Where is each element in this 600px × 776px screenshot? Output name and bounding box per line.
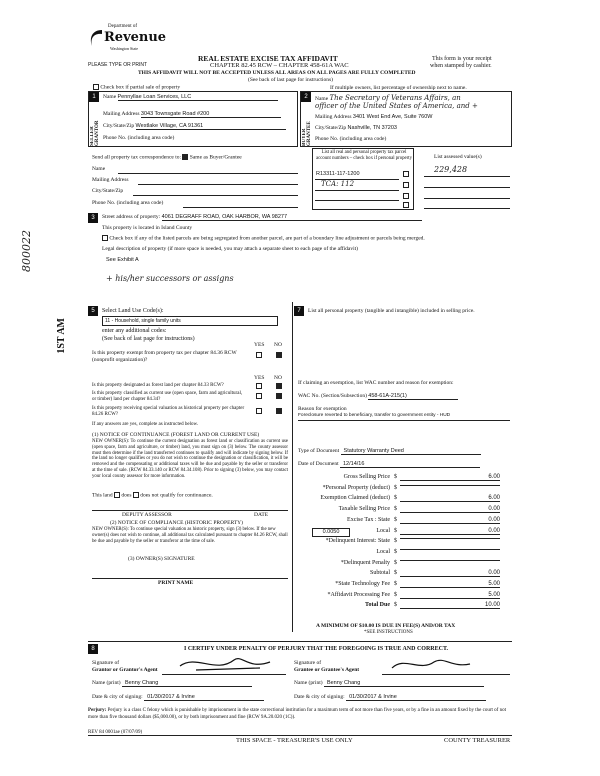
does-label: does bbox=[121, 492, 132, 499]
current-use-no-checkbox[interactable] bbox=[276, 393, 282, 399]
personal-property-text: List all personal property (tangible and intangible) included in selling price. bbox=[308, 308, 475, 314]
seller-phone-label: Phone No. (including area code) bbox=[103, 135, 175, 141]
parcel-3-checkbox[interactable] bbox=[403, 193, 409, 199]
parcel-header: List all real and personal property tax parcel account numbers – check box if personal property bbox=[315, 150, 413, 161]
forest-no-checkbox[interactable] bbox=[276, 383, 282, 389]
does-not-checkbox[interactable] bbox=[133, 492, 139, 498]
seller-name-label: Name bbox=[103, 94, 117, 100]
reason-value[interactable]: Foreclosure reverted to beneficiary, transfer to government entity - HUD bbox=[298, 413, 451, 418]
see-instructions-note: *SEE INSTRUCTIONS bbox=[364, 630, 413, 635]
grantor-sig-label-2: Grantor or Grantor's Agent bbox=[92, 667, 158, 673]
corr-phone-label: Phone No. (including area code) bbox=[92, 200, 164, 206]
grantor-name-row bbox=[92, 680, 252, 687]
type-or-print: PLEASE TYPE OR PRINT bbox=[88, 62, 148, 68]
tax-row-label: Subtotal bbox=[369, 570, 390, 577]
buyer-city-row bbox=[315, 125, 397, 131]
tax-row-value[interactable] bbox=[400, 549, 500, 550]
grantee-sig-label-2: Grantee or Grantee's Agent bbox=[294, 667, 360, 673]
grantor-sig-label-1: Signature of bbox=[92, 660, 120, 666]
tax-row-label: Gross Selling Price bbox=[343, 474, 390, 480]
section-number-8: 8 bbox=[88, 644, 98, 654]
segregation-label: Check box if any of the listed parcels are being segregated from another parcel, are part of a boundary line adjustment or parcels being merged. bbox=[109, 235, 425, 242]
additional-codes-label: enter any additional codes: bbox=[102, 328, 167, 334]
reason-label: Reason for exemption bbox=[298, 406, 347, 412]
tax-row-label: *Delinquent Interest: State bbox=[325, 538, 390, 545]
form-warning: THIS AFFIDAVIT WILL NOT BE ACCEPTED UNLESS ALL AREAS ON ALL PAGES ARE FULLY COMPLETED bbox=[138, 70, 416, 76]
seller-section bbox=[88, 91, 298, 147]
grantor-date-row bbox=[92, 694, 264, 701]
this-land-label: This land bbox=[92, 492, 113, 499]
dor-logo bbox=[88, 22, 168, 62]
corr-mailing-label: Mailing Address bbox=[92, 177, 129, 183]
section-number-7: 7 bbox=[294, 306, 304, 316]
buyer-mailing-label: Mailing Address bbox=[315, 114, 352, 120]
tax-row-label: Total Due bbox=[365, 602, 390, 609]
tax-row bbox=[300, 581, 500, 590]
land-use-section bbox=[88, 302, 292, 564]
buyer-side-label: BUYER GRANTEE bbox=[302, 121, 312, 146]
wac-row bbox=[298, 393, 458, 400]
tax-row-dollar: $ bbox=[394, 495, 397, 502]
tax-row-dollar: $ bbox=[394, 548, 397, 555]
land-use-see-back: (See back of last page for instructions) bbox=[102, 336, 195, 342]
grantor-name-value[interactable]: Benny Chang bbox=[122, 680, 252, 687]
receipt-line-1: This form is your receipt bbox=[432, 56, 492, 62]
street-value[interactable]: 4061 DEGRAFF ROAD, OAK HARBOR, WA 98277 bbox=[162, 214, 422, 221]
form-title: REAL ESTATE EXCISE TAX AFFIDAVIT bbox=[198, 54, 338, 63]
successors-handwritten: + his/her successors or assigns bbox=[106, 274, 234, 283]
assessed-header: List assessed value(s) bbox=[434, 154, 482, 160]
tax-row-dollar: $ bbox=[394, 581, 397, 587]
buyer-name-row bbox=[315, 94, 511, 102]
tax-row-dollar: $ bbox=[394, 591, 397, 598]
tax-row-value[interactable]: 10.00 bbox=[400, 602, 500, 609]
tax-row-value[interactable]: 0.00 bbox=[400, 506, 500, 513]
parcel-list bbox=[312, 148, 414, 210]
section-number-3: 3 bbox=[88, 213, 98, 223]
margin-stamp: 1ST AM bbox=[56, 318, 67, 354]
current-use-question: Is this property classified as current use (open space, farm and agricultural, or timber) land per chapter 84.34? bbox=[92, 391, 243, 402]
exempt-no-checkbox[interactable] bbox=[276, 352, 282, 358]
parcel-2-handwritten[interactable]: TCA: 112 bbox=[321, 180, 355, 188]
segregation-checkbox[interactable] bbox=[102, 235, 108, 241]
section-number-5: 5 bbox=[88, 306, 98, 316]
tax-row-dollar: $ bbox=[394, 506, 397, 513]
footer-county: COUNTY TREASURER bbox=[444, 737, 511, 744]
tax-row-value[interactable] bbox=[400, 560, 500, 561]
notice2-title: (2) NOTICE OF COMPLIANCE (HISTORIC PROPERTY) bbox=[110, 520, 243, 526]
tax-row-dollar: $ bbox=[394, 559, 397, 566]
buyer-mailing-row bbox=[315, 114, 433, 120]
deputy-date-label: DATE bbox=[254, 512, 269, 518]
tax-row bbox=[300, 602, 500, 611]
tax-row-label: *Affidavit Processing Fee bbox=[327, 591, 390, 598]
section-number-2: 2 bbox=[301, 92, 311, 102]
form-see-back: (See back of last page for instructions) bbox=[248, 77, 333, 83]
tax-row bbox=[300, 549, 500, 558]
tax-row-value[interactable] bbox=[400, 485, 500, 486]
tax-row-dollar: $ bbox=[394, 538, 397, 545]
partial-sale-row bbox=[93, 84, 180, 90]
partial-sale-label: Check box if partial sale of property bbox=[100, 84, 181, 91]
tax-row-dollar: $ bbox=[394, 484, 397, 491]
tax-row-label: Local bbox=[376, 548, 390, 555]
doc-type-row bbox=[298, 448, 481, 455]
tax-row-label: Exemption Claimed (deduct) bbox=[320, 495, 390, 502]
grantor-signature[interactable] bbox=[176, 652, 276, 676]
buyer-mailing-value[interactable]: 3401 West End Ave, Suite 760W bbox=[352, 114, 433, 120]
corr-city-label: City/State/Zip bbox=[92, 188, 124, 194]
tax-row-value[interactable]: 6.00 bbox=[400, 474, 500, 481]
logo-top: Department of bbox=[108, 24, 138, 29]
tax-row-dollar: $ bbox=[394, 474, 397, 480]
tax-row-label: Local bbox=[376, 527, 390, 534]
notice2-body: NEW OWNER(S): To continue special valuation as historic property, sign (3) below. If the new owner(s) does not wish to continue, all additional tax calculated pursuant to chapter 84.26 RCW, shall be due and payable by the seller or transferor at the time of sale. bbox=[92, 527, 288, 544]
partial-sale-checkbox[interactable] bbox=[93, 84, 99, 90]
wac-label: WAC No. (Section/Subsection) bbox=[298, 393, 367, 399]
grantee-name-row bbox=[294, 680, 484, 687]
tax-row-dollar: $ bbox=[394, 527, 397, 534]
corr-name-label: Name bbox=[92, 166, 106, 172]
does-not-label: does not bbox=[140, 492, 159, 499]
footer-treasurer: THIS SPACE - TREASURER'S USE ONLY bbox=[236, 737, 353, 744]
tax-row bbox=[300, 570, 500, 579]
historic-no-checkbox[interactable] bbox=[276, 408, 282, 414]
parcel-1-value[interactable]: R13311-117-1200 bbox=[316, 171, 360, 177]
doc-type-value[interactable]: Statutory Warranty Deed bbox=[341, 448, 481, 455]
tax-row bbox=[300, 538, 500, 547]
seller-city-label: City/State/Zip bbox=[103, 123, 135, 129]
street-row bbox=[102, 214, 422, 221]
form-chapter: CHAPTER 82.45 RCW – CHAPTER 458-61A WAC bbox=[210, 62, 349, 69]
same-as-buyer-label: Same as Buyer/Grantee bbox=[189, 154, 242, 161]
seller-mailing-row bbox=[103, 111, 281, 118]
tax-row bbox=[300, 485, 500, 494]
doc-date-row bbox=[298, 461, 480, 468]
tax-row-label: *State Technology Fee bbox=[335, 581, 390, 587]
land-use-select[interactable]: 11 - Household, single family units bbox=[102, 316, 278, 326]
notice1-title: (1) NOTICE OF CONTINUANCE (FOREST LAND OR CURRENT USE) bbox=[92, 432, 260, 438]
grantee-date-row bbox=[294, 694, 486, 701]
grantee-name-label: Name (print) bbox=[294, 680, 323, 686]
legal-label: Legal description of property (if more space is needed, you may attach a separate sheet to each page of the affidavit) bbox=[102, 246, 358, 252]
tax-row-label: *Personal Property (deduct) bbox=[322, 484, 390, 491]
exempt-yes-checkbox[interactable] bbox=[256, 352, 262, 358]
forest-yes-checkbox[interactable] bbox=[256, 383, 262, 389]
grantor-name-label: Name (print) bbox=[92, 680, 121, 686]
land-use-label: Select Land Use Code(s): bbox=[102, 308, 164, 314]
assessed-value-handwritten[interactable]: 229,428 bbox=[434, 165, 468, 174]
perjury-label: Perjury: bbox=[88, 708, 107, 713]
tax-row bbox=[300, 474, 500, 483]
tax-row bbox=[300, 517, 500, 526]
perjury-text: Perjury is a class C felony which is punishable by imprisonment in the state correctional institution for a maximum term of not more than five years, or by a fine in an amount fixed by the court of not more than five thousand dollars ($5,000.00), or by both imprisonment and fine (RCW 9A.20.020 (1C)). bbox=[88, 708, 506, 720]
seller-phone-row bbox=[103, 135, 174, 141]
doc-date-value[interactable]: 12/14/16 bbox=[340, 461, 480, 468]
tax-row-label: *Delinquent Penalty bbox=[340, 559, 390, 566]
grantee-sig-label-1: Signature of bbox=[294, 660, 322, 666]
seller-mailing-label: Mailing Address bbox=[103, 111, 140, 117]
legal-value[interactable]: See Exhibit A bbox=[106, 257, 139, 263]
does-checkbox[interactable] bbox=[114, 492, 120, 498]
parcel-4-checkbox[interactable] bbox=[403, 202, 409, 208]
seller-side-label: SELLER GRANTOR bbox=[90, 120, 100, 146]
multiple-owners-note: If multiple owners, list percentage of ownership next to name. bbox=[330, 85, 467, 91]
grantor-date-label: Date & city of signing: bbox=[92, 694, 143, 700]
property-section bbox=[88, 212, 512, 292]
certify-text: I CERTIFY UNDER PENALTY OF PERJURY THAT THE FOREGOING IS TRUE AND CORRECT. bbox=[184, 646, 449, 652]
tax-row-value[interactable]: 6.00 bbox=[400, 495, 500, 502]
wac-value[interactable]: 458-61A-215(1) bbox=[368, 393, 458, 400]
exempt-question: Is this property exempt from property tax per chapter 84.36 RCW (nonprofit organization)? bbox=[92, 350, 237, 363]
if-yes-note: If any answers are yes, complete as instructed below. bbox=[92, 422, 199, 427]
footer-rev: REV 84 0001ae (07/07/09) bbox=[88, 730, 143, 735]
historic-question: Is this property receiving special valuation as historical property per chapter 84.26 RCW? bbox=[92, 406, 245, 417]
tax-row-dollar: $ bbox=[394, 516, 397, 523]
deputy-assessor-label: DEPUTY ASSESSOR bbox=[122, 512, 172, 518]
grantee-date-value[interactable]: 01/30/2017 & Irvine bbox=[346, 694, 486, 701]
buyer-city-value[interactable]: Nashville, TN 37203 bbox=[347, 125, 397, 131]
exemption-claim-text: If claiming an exemption, list WAC number and reason for exemption: bbox=[298, 380, 454, 386]
grantee-date-label: Date & city of signing: bbox=[294, 694, 345, 700]
no-header-2: NO bbox=[274, 375, 282, 381]
perjury-notice bbox=[88, 708, 512, 721]
doc-type-label: Type of Document bbox=[298, 448, 340, 454]
margin-handwritten-number: 800022 bbox=[20, 230, 33, 272]
street-label: Street address of property: bbox=[102, 214, 161, 220]
no-header-1: NO bbox=[274, 342, 282, 348]
forest-question: Is this property designated as forest land per chapter 84.33 RCW? bbox=[92, 383, 224, 388]
tax-row bbox=[300, 495, 500, 504]
print-name-label: PRINT NAME bbox=[158, 580, 194, 586]
buyer-section bbox=[300, 91, 512, 147]
send-correspondence-row bbox=[92, 154, 242, 160]
same-as-buyer-checkbox[interactable] bbox=[182, 154, 188, 160]
grantor-date-value[interactable]: 01/30/2017 & Irvine bbox=[144, 694, 264, 701]
seller-city-value[interactable]: Westlake Village, CA 91361 bbox=[136, 123, 286, 130]
logo-sub: Washington State bbox=[110, 46, 139, 51]
minimum-due-note: A MINIMUM OF $10.00 IS DUE IN FEE(S) AND/OR TAX bbox=[316, 623, 456, 629]
buyer-phone-label: Phone No. (including area code) bbox=[315, 136, 387, 142]
tax-row-value[interactable]: 0.00 bbox=[400, 517, 500, 524]
buyer-name-handwritten-1[interactable]: The Secretary of Veterans Affairs, an bbox=[329, 94, 461, 102]
logo-main: Revenue bbox=[104, 30, 167, 45]
buyer-phone-row bbox=[315, 136, 386, 142]
seller-mailing-value[interactable]: 3043 Townsgate Road #200 bbox=[141, 111, 281, 118]
parcel-1-checkbox[interactable] bbox=[403, 171, 409, 177]
grantee-name-value[interactable]: Benny Chang bbox=[324, 680, 484, 687]
tax-row bbox=[300, 560, 500, 569]
continuance-row bbox=[92, 492, 213, 498]
correspondence-section bbox=[88, 148, 512, 210]
owner-signature-label: (3) OWNER(S) SIGNATURE bbox=[128, 556, 195, 562]
tax-row-value[interactable]: 5.00 bbox=[400, 581, 500, 588]
receipt-line-2: when stamped by cashier. bbox=[430, 63, 492, 69]
tax-row-value[interactable]: 0.00 bbox=[400, 528, 500, 535]
yes-header-2: YES bbox=[254, 375, 265, 381]
seller-name-row bbox=[103, 94, 278, 101]
seller-name-value[interactable]: Pennyllae Loan Services, LLC bbox=[118, 94, 278, 101]
grantee-signature[interactable] bbox=[386, 652, 476, 676]
tax-row-value[interactable]: 5.00 bbox=[400, 592, 500, 599]
seller-city-row bbox=[103, 123, 286, 130]
local-rate-box[interactable]: 0.0050 bbox=[312, 528, 350, 537]
send-correspondence-label: Send all property tax correspondence to: bbox=[92, 154, 182, 161]
tax-row bbox=[300, 592, 500, 601]
historic-yes-checkbox[interactable] bbox=[256, 408, 262, 414]
tax-row-value[interactable]: 0.00 bbox=[400, 570, 500, 577]
personal-property-section bbox=[294, 302, 512, 338]
qualify-label: qualify for continuance. bbox=[160, 492, 213, 499]
doc-date-label: Date of Document bbox=[298, 461, 339, 467]
segregation-row bbox=[102, 235, 425, 241]
yes-header-1: YES bbox=[254, 342, 265, 348]
buyer-name-label: Name bbox=[315, 96, 329, 102]
tax-row-label: Taxable Selling Price bbox=[338, 506, 390, 513]
notice1-body: NEW OWNER(S): To continue the current designation as forest land or classification as current use (open space, farm and agriculture, or timber) land, you must sign on (3) below. The county assessor must then determine if the land transferred continues to qualify and will indicate by signing below. If the land no longer qualifies or you do not wish to continue the designation or classification, it will be removed and the compensating or additional taxes will be due and payable by the seller or transferor at the time of sale. (RCW 84.33.140 or RCW 84.34.108). Prior to signing (3) below, you may contact your local county assessor for more information. bbox=[92, 439, 288, 479]
buyer-city-label: City/State/Zip bbox=[315, 125, 347, 131]
tax-row bbox=[300, 506, 500, 515]
current-use-yes-checkbox[interactable] bbox=[256, 393, 262, 399]
county-text: This property is located in Island County bbox=[102, 225, 193, 231]
tax-row-value[interactable] bbox=[400, 538, 500, 539]
parcel-2-checkbox[interactable] bbox=[403, 182, 409, 188]
tax-row-dollar: $ bbox=[394, 570, 397, 577]
buyer-name-handwritten-2[interactable]: officer of the United States of America, and + bbox=[315, 102, 478, 110]
tax-row-label: Excise Tax : State bbox=[347, 516, 390, 523]
tax-row-dollar: $ bbox=[394, 602, 397, 609]
section-number-1: 1 bbox=[89, 92, 99, 102]
